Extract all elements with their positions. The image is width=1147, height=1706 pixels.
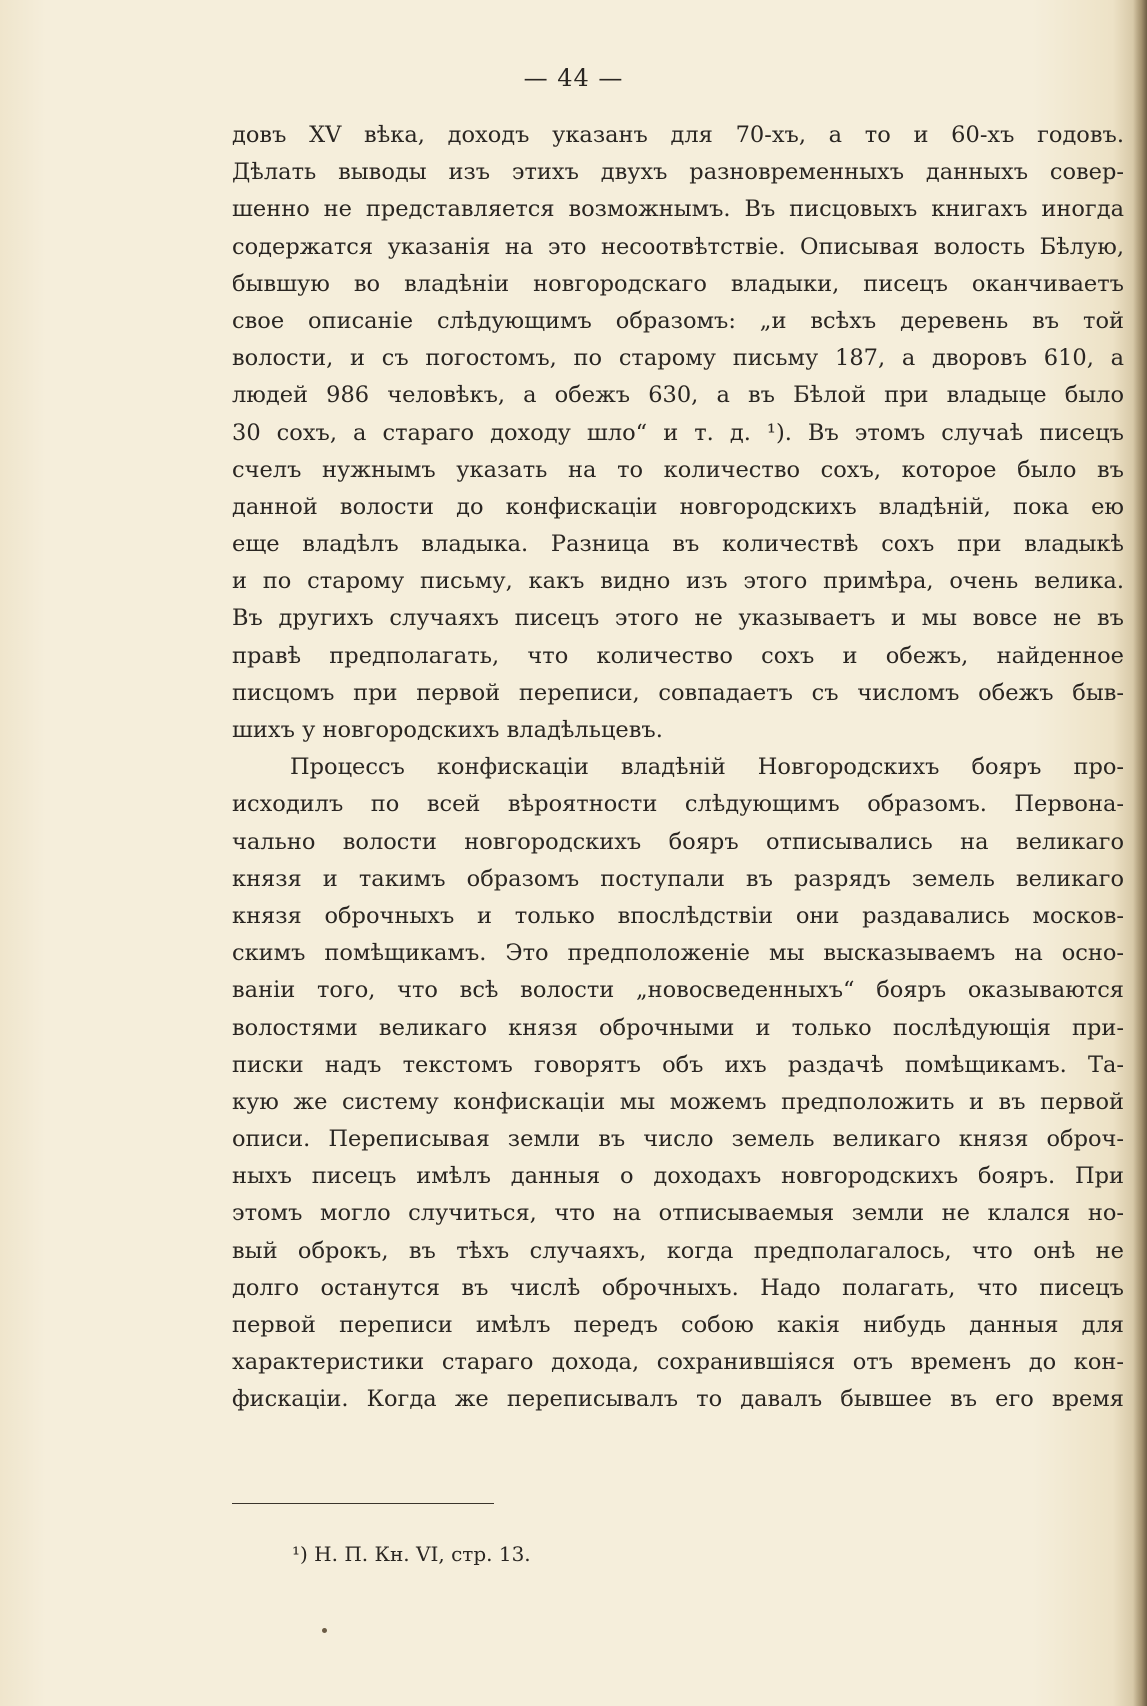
text-line: скимъ помѣщикамъ. Это предположеніе мы высказываемъ на осно- xyxy=(232,940,1124,967)
text-line: волости, и съ погостомъ, по старому письму 187, а дворовъ 610, а xyxy=(232,345,1124,372)
text-line: свое описаніе слѣдующимъ образомъ: „и всѣхъ деревень въ той xyxy=(232,307,1124,334)
text-line: довъ XV вѣка, доходъ указанъ для 70-хъ, а то и 60-хъ годовъ. xyxy=(232,122,1124,148)
text-line: долго останутся въ числѣ оброчныхъ. Надо полагать, что писецъ xyxy=(232,1274,1124,1301)
text-line: Дѣлать выводы изъ этихъ двухъ разновременныхъ данныхъ совер- xyxy=(232,159,1124,186)
text-line: людей 986 человѣкъ, а обежъ 630, а въ Бѣлой при владыце было xyxy=(232,382,1124,409)
text-line: бывшую во владѣніи новгородскаго владыки, писецъ оканчиваетъ xyxy=(232,270,1124,297)
page-edge-shadow xyxy=(1133,0,1147,1706)
text-line: первой переписи имѣлъ передъ собою какія нибудь данныя для xyxy=(232,1312,1124,1338)
text-line: ныхъ писецъ имѣлъ данныя о доходахъ новгородскихъ бояръ. При xyxy=(232,1163,1124,1190)
text-line: волостями великаго князя оброчными и только послѣдующія при- xyxy=(232,1014,1124,1041)
text-line: данной волости до конфискаціи новгородскихъ владѣній, пока ею xyxy=(232,493,1124,520)
text-line: князя оброчныхъ и только впослѣдствіи они раздавались москов- xyxy=(232,902,1124,929)
text-line: правѣ предполагать, что количество сохъ и обежъ, найденное xyxy=(232,642,1124,669)
footnote-divider xyxy=(232,1503,494,1504)
text-line: этомъ могло случиться, что на отписываемыя земли не клался но- xyxy=(232,1200,1124,1227)
text-line: и по старому письму, какъ видно изъ этого примѣра, очень велика. xyxy=(232,568,1124,595)
text-line: Въ другихъ случаяхъ писецъ этого не указываетъ и мы вовсе не въ xyxy=(232,605,1124,632)
text-line: князя и такимъ образомъ поступали въ разрядъ земель великаго xyxy=(232,865,1124,892)
text-line: счелъ нужнымъ указать на то количество сохъ, которое было въ xyxy=(232,456,1124,483)
text-line: характеристики стараго дохода, сохранившіяся отъ временъ до кон- xyxy=(232,1349,1124,1376)
text-line: ваніи того, что всѣ волости „новосведенныхъ“ бояръ оказываются xyxy=(232,977,1124,1004)
text-line: еще владѣлъ владыка. Разница въ количествѣ сохъ при владыкѣ xyxy=(232,531,1124,558)
ink-speck xyxy=(322,1628,327,1633)
footnote: ¹) Н. П. Кн. VI, стр. 13. xyxy=(292,1542,531,1566)
paragraph-end-line: шихъ у новгородскихъ владѣльцевъ. xyxy=(232,717,663,743)
text-line: содержатся указанія на это несоотвѣтствіе. Описывая волость Бѣлую, xyxy=(232,233,1124,260)
paragraph-start-line: Процессъ конфискаціи владѣній Новгородскихъ бояръ про- xyxy=(290,754,1124,781)
text-line: кую же систему конфискаціи мы можемъ предположить и въ первой xyxy=(232,1088,1124,1115)
text-line: вый оброкъ, въ тѣхъ случаяхъ, когда предполагалось, что онѣ не xyxy=(232,1237,1124,1264)
text-line: писки надъ текстомъ говорятъ объ ихъ раздачѣ помѣщикамъ. Та- xyxy=(232,1051,1124,1078)
text-line: шенно не представляется возможнымъ. Въ писцовыхъ книгахъ иногда xyxy=(232,196,1124,223)
text-line: описи. Переписывая земли въ число земель великаго князя оброч- xyxy=(232,1126,1124,1153)
text-line: 30 сохъ, а стараго доходу шло“ и т. д. ¹). Въ этомъ случаѣ писецъ xyxy=(232,419,1124,446)
page-number: — 44 — xyxy=(523,64,624,92)
text-line: чально волости новгородскихъ бояръ отписывались на великаго xyxy=(232,828,1124,855)
text-line: фискаціи. Когда же переписывалъ то давалъ бывшее въ его время xyxy=(232,1386,1124,1413)
body-text xyxy=(232,117,1124,1419)
text-line: писцомъ при первой переписи, совпадаетъ съ числомъ обежъ быв- xyxy=(232,679,1124,706)
text-line: исходилъ по всей вѣроятности слѣдующимъ образомъ. Первона- xyxy=(232,791,1124,818)
